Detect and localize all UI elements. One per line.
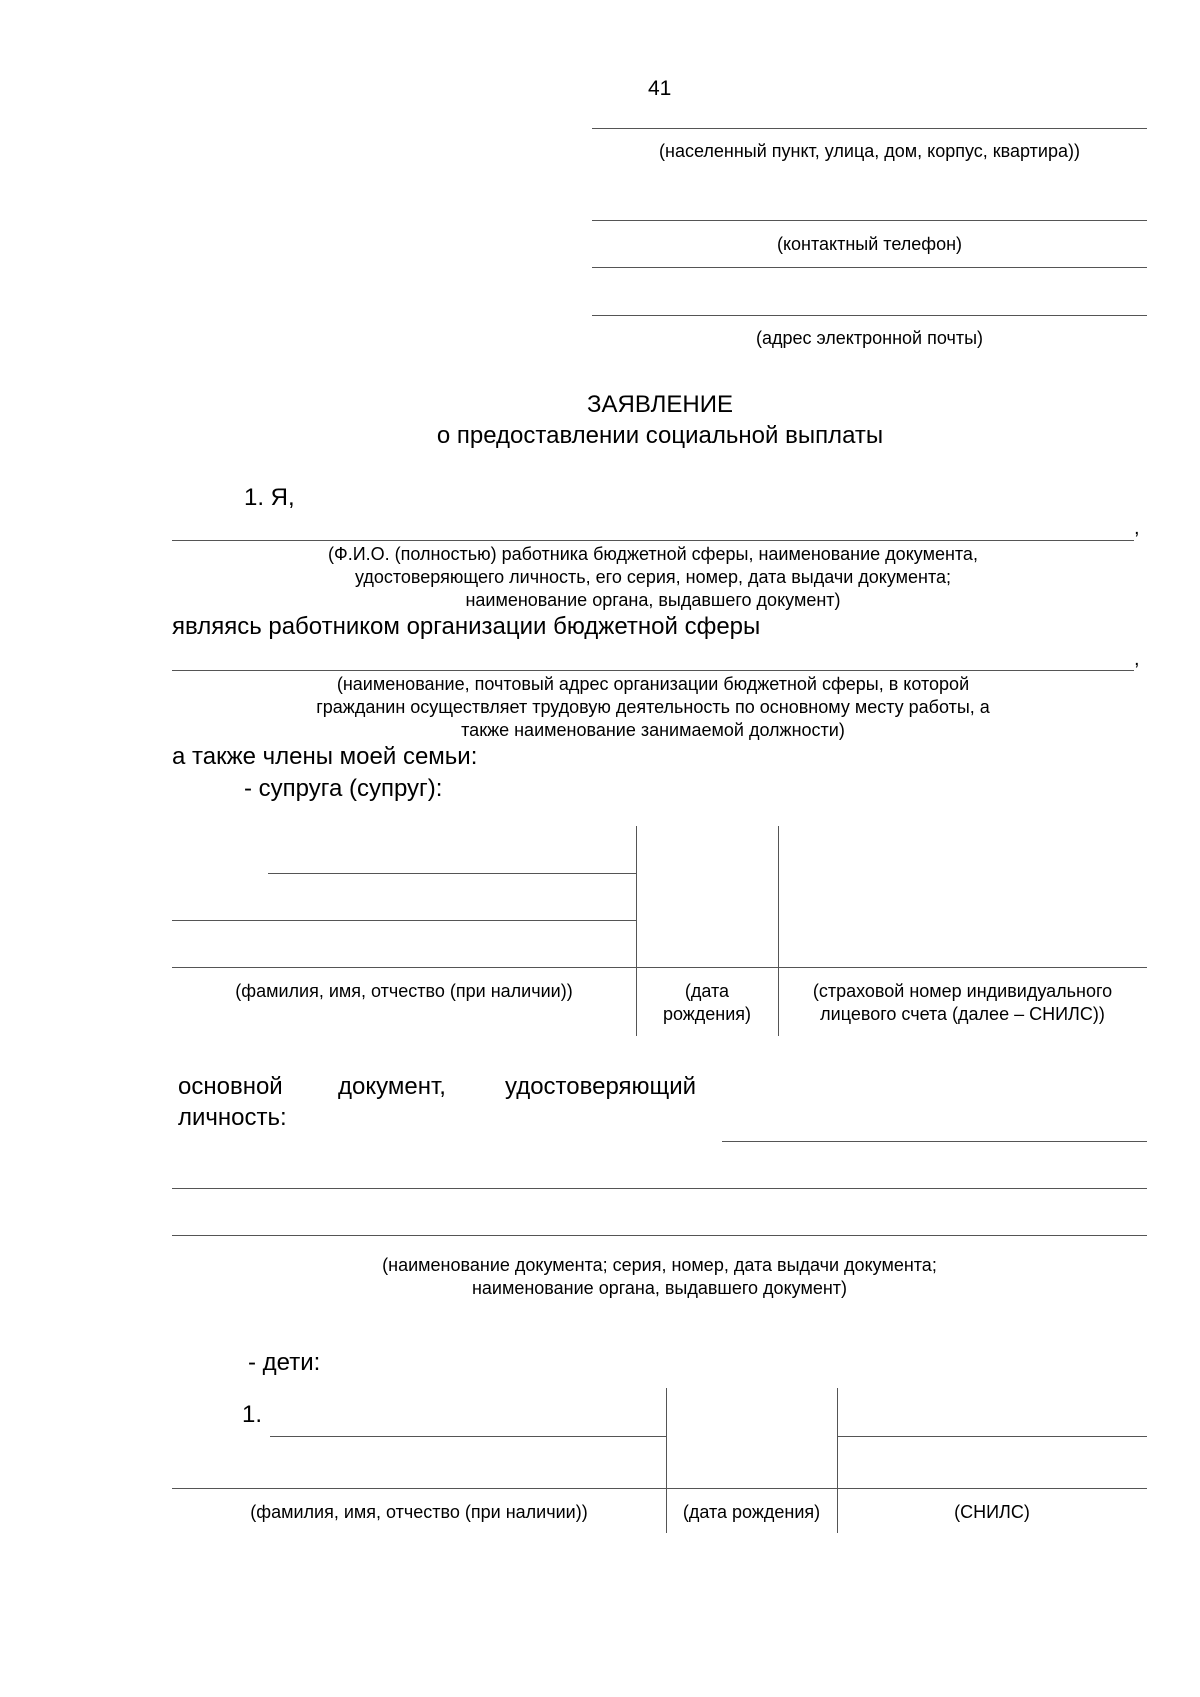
spouse-fio-line-1[interactable] [268, 873, 636, 874]
child-item-number: 1. [242, 1401, 263, 1428]
child-snils-line[interactable] [837, 1436, 1147, 1437]
section1-intro: 1. Я, [244, 484, 295, 511]
worker-text: являясь работником организации бюджетной сферы [172, 613, 761, 640]
doc-word-1: основной [178, 1073, 283, 1100]
spouse-table-baseline [172, 967, 1147, 968]
fio-line[interactable] [172, 540, 1134, 541]
doc-word-3: удостоверяющий [505, 1073, 697, 1100]
document-caption-1: (наименование документа; серия, номер, дата выдачи документа; [382, 1255, 937, 1275]
child-snils-caption: (СНИЛС) [954, 1502, 1030, 1522]
spouse-snils-caption-2: лицевого счета (далее – СНИЛС)) [820, 1004, 1105, 1024]
email-line[interactable] [592, 315, 1147, 316]
fio-caption-2: удостоверяющего личность, его серия, номер, дата выдачи документа; [354, 567, 952, 587]
address-caption: (населенный пункт, улица, дом, корпус, квартира)) [659, 141, 1080, 161]
child-dob-caption: (дата рождения) [682, 1502, 821, 1522]
fio-caption-3: наименование органа, выдавшего документ) [465, 590, 841, 610]
org-caption-1: (наименование, почтовый адрес организации бюджетной сферы, в которой [336, 674, 970, 694]
phone-underline [592, 267, 1147, 268]
children-label: - дети: [248, 1349, 321, 1376]
doc-word-2: документ, [338, 1073, 446, 1100]
family-text: а также члены моей семьи: [172, 743, 478, 770]
fio-comma: , [1134, 517, 1140, 539]
document-line-3[interactable] [172, 1235, 1147, 1236]
address-line[interactable] [592, 128, 1147, 129]
spouse-fio-caption: (фамилия, имя, отчество (при наличии)) [235, 981, 573, 1001]
phone-caption: (контактный телефон) [776, 234, 963, 254]
spouse-fio-line-2[interactable] [172, 920, 636, 921]
spouse-dob-caption-2: рождения) [662, 1004, 752, 1024]
org-line[interactable] [172, 670, 1134, 671]
spouse-dob-caption-1: (дата [684, 981, 730, 1001]
spouse-snils-caption-1: (страховой номер индивидуального [812, 981, 1113, 1001]
phone-line[interactable] [592, 220, 1147, 221]
org-caption-2: гражданин осуществляет трудовую деятельность по основному месту работы, а [316, 697, 990, 717]
document-title: ЗАЯВЛЕНИЕ [587, 391, 733, 418]
document-line-1[interactable] [722, 1141, 1147, 1142]
fio-caption-1: (Ф.И.О. (полностью) работника бюджетной сферы, наименование документа, [328, 544, 978, 564]
document-subtitle: о предоставлении социальной выплаты [436, 422, 884, 449]
child-fio-caption: (фамилия, имя, отчество (при наличии)) [250, 1502, 588, 1522]
page-number: 41 [648, 77, 672, 100]
child-fio-line[interactable] [270, 1436, 666, 1437]
document-line-2[interactable] [172, 1188, 1147, 1189]
document-caption-2: наименование органа, выдавшего документ) [471, 1278, 848, 1298]
org-caption-3: также наименование занимаемой должности) [461, 720, 845, 740]
email-caption: (адрес электронной почты) [755, 328, 984, 348]
child-table-baseline [172, 1488, 1147, 1489]
org-comma: , [1134, 648, 1140, 670]
spouse-label: - супруга (супруг): [244, 775, 443, 802]
doc-word-4: личность: [178, 1104, 287, 1131]
